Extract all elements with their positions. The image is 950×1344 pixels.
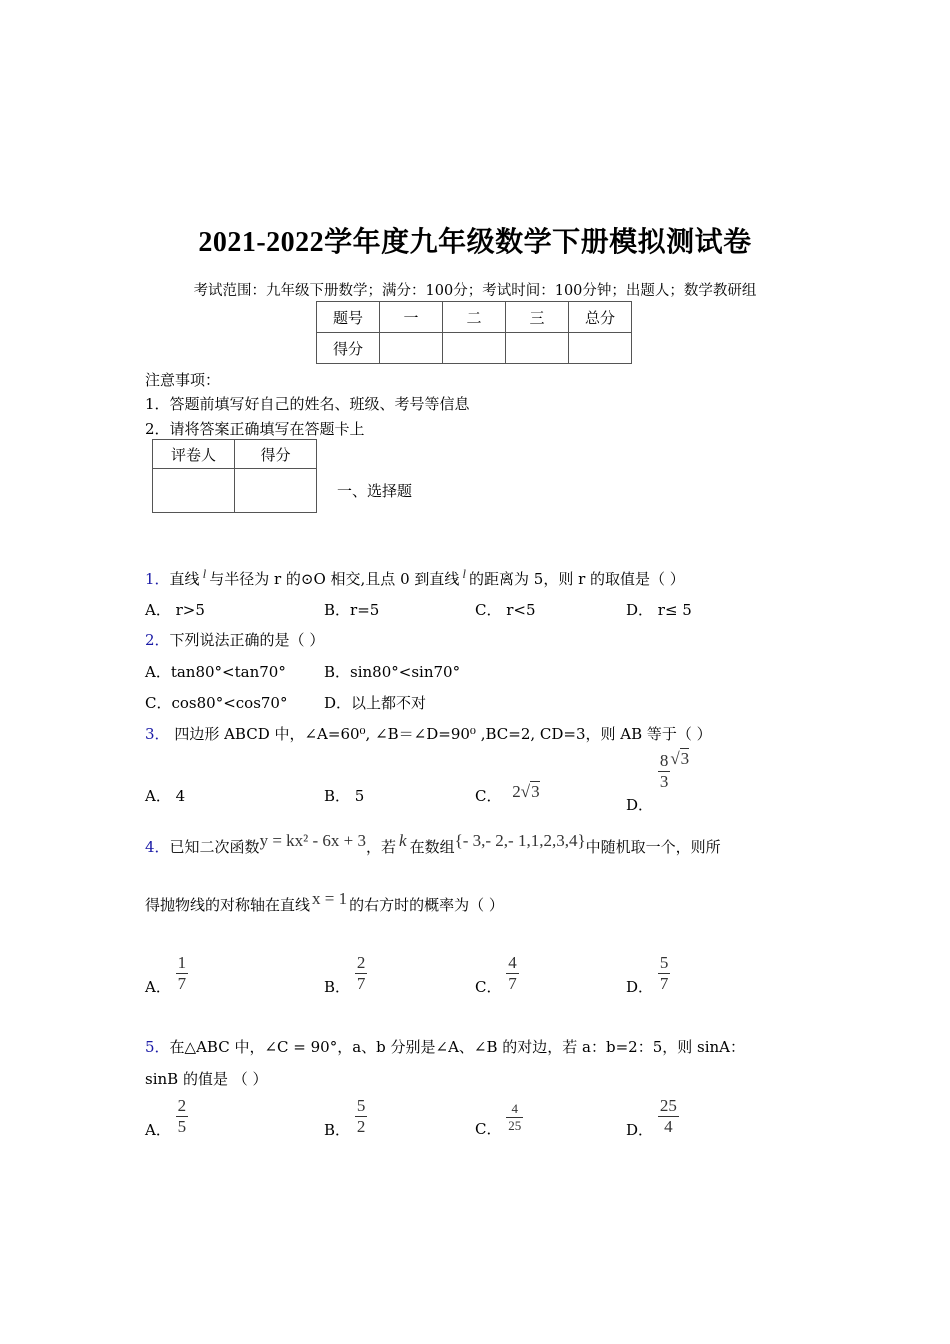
score-header-cell: 三 — [506, 302, 569, 333]
math-symbol: l — [202, 566, 207, 581]
option-c[interactable] — [475, 782, 540, 806]
exam-info: 考试范围：九年级下册数学；满分：100分；考试时间：100分钟；出题人；数学教研组 — [193, 283, 757, 299]
option-a[interactable]: A．tan80°<tan70° — [145, 663, 286, 681]
score-header-cell: 一 — [380, 302, 443, 333]
grader-cell[interactable] — [153, 469, 235, 513]
grader-header-cell: 评卷人 — [153, 440, 235, 469]
math-symbol: l — [462, 566, 467, 581]
score-row-label: 得分 — [317, 333, 380, 364]
score-cell[interactable] — [380, 333, 443, 364]
option-label: C． — [475, 787, 502, 805]
option-a[interactable]: A． 4 — [145, 787, 186, 805]
notice-item: 2．请将答案正确填写在答题卡上 — [145, 420, 365, 438]
numerator: 4 — [508, 953, 517, 972]
denominator: 5 — [177, 1117, 187, 1136]
question-4 — [145, 831, 721, 857]
option-label: D． — [626, 795, 654, 814]
question-text: 与半径为 r 的⊙O 相交,且点 0 到直线 — [209, 570, 460, 588]
numerator: 1 — [177, 953, 187, 972]
score-cell[interactable] — [569, 333, 632, 364]
question-text: 直线 — [169, 570, 200, 588]
number-set: {- 3,- 2,- 1,1,2,3,4} — [454, 831, 586, 850]
question-text: 在数组 — [409, 838, 455, 856]
option-d[interactable] — [626, 1096, 679, 1137]
denominator: 7 — [659, 974, 669, 993]
question-text: 的右方时的概率为（ ） — [349, 896, 504, 914]
numerator: 5 — [659, 953, 669, 972]
question-2 — [145, 629, 324, 650]
page-title: 2021-2022学年度九年级数学下册模拟测试卷 — [198, 227, 752, 258]
denominator: 3 — [659, 772, 669, 791]
grader-table-header-row — [153, 440, 317, 469]
question-text: 在△ABC 中，∠C = 90°，a、b 分别是∠A、∠B 的对边，若 a：b=2：5，则 sinA： — [169, 1038, 745, 1056]
fraction — [506, 1101, 523, 1134]
option-c[interactable]: C． r<5 — [475, 601, 536, 619]
question-text: 中随机取一个，则所 — [585, 838, 721, 856]
option-label: C． — [475, 1119, 502, 1138]
option-b[interactable]: B．sin80°<sin70° — [324, 663, 461, 681]
option-b[interactable]: B．r=5 — [324, 601, 380, 619]
question-text: 得抛物线的对称轴在直线 — [145, 896, 311, 914]
option-a[interactable] — [145, 953, 188, 994]
option-d[interactable]: D． r≤ 5 — [626, 601, 692, 619]
score-table — [316, 301, 632, 364]
numerator: 25 — [659, 1096, 677, 1115]
score-cell[interactable] — [443, 333, 506, 364]
line-equation: x = 1 — [312, 889, 348, 908]
fraction — [355, 1096, 368, 1137]
option-label: A． — [145, 977, 171, 996]
numerator: 8 — [659, 751, 669, 770]
question-number: 2． — [145, 631, 170, 649]
question-5 — [145, 1036, 745, 1057]
option-d[interactable] — [626, 748, 690, 814]
fraction — [658, 751, 671, 792]
score-header-cell: 题号 — [317, 302, 380, 333]
grader-cell[interactable] — [235, 469, 317, 513]
coefficient: 2 — [512, 782, 521, 801]
option-label: A． — [145, 1120, 171, 1139]
question-text: 下列说法正确的是（ ） — [169, 631, 325, 649]
fraction — [355, 953, 368, 994]
option-d[interactable]: D．以上都不对 — [324, 694, 427, 712]
grader-table-row — [153, 469, 317, 513]
notice-heading: 注意事项： — [145, 371, 221, 389]
score-header-cell: 二 — [443, 302, 506, 333]
option-label: B． — [324, 1120, 351, 1139]
grader-table — [152, 439, 317, 513]
question-1 — [145, 568, 685, 589]
score-table-header-row — [317, 302, 632, 333]
option-label: C． — [475, 977, 502, 996]
function-expression: y = kx² - 6x + 3 — [259, 831, 366, 850]
fraction — [658, 953, 671, 994]
radicand: 3 — [531, 782, 540, 801]
radicand: 3 — [680, 748, 690, 768]
score-table-row — [317, 333, 632, 364]
numerator: 4 — [511, 1101, 519, 1116]
denominator: 4 — [658, 1116, 679, 1137]
question-3 — [145, 723, 712, 744]
numerator: 5 — [356, 1096, 366, 1115]
denominator: 25 — [508, 1118, 522, 1133]
notice-item: 1．答题前填写好自己的姓名、班级、考号等信息 — [145, 395, 470, 413]
denominator: 7 — [508, 974, 517, 993]
question-number: 3． — [145, 725, 170, 743]
fraction — [658, 1096, 679, 1137]
question-number: 4． — [145, 838, 170, 856]
question-text: ，若 — [366, 838, 397, 856]
radical-expression: 2√3 — [512, 782, 540, 801]
option-b[interactable] — [324, 1096, 367, 1137]
option-b[interactable] — [324, 953, 367, 994]
score-cell[interactable] — [506, 333, 569, 364]
score-header-cell: 总分 — [569, 302, 632, 333]
question-5-line-2: sinB 的值是 （ ） — [145, 1070, 268, 1088]
question-text: 四边形 ABCD 中，∠A=60⁰, ∠B＝∠D=90⁰ ,BC=2, CD=3，则 AB 等于（ ） — [169, 725, 712, 743]
question-number: 5． — [145, 1038, 170, 1056]
grader-header-cell: 得分 — [235, 440, 317, 469]
option-d[interactable] — [626, 953, 670, 994]
option-c[interactable]: C．cos80°<cos70° — [145, 694, 288, 712]
denominator: 2 — [356, 1117, 366, 1136]
option-c[interactable] — [475, 1101, 523, 1138]
option-label: D． — [626, 977, 654, 996]
fraction — [506, 953, 519, 994]
section-heading: 一、选择题 — [337, 482, 413, 500]
question-text: 已知二次函数 — [169, 838, 260, 856]
option-label: D． — [626, 1120, 654, 1139]
option-a[interactable]: A． r>5 — [145, 601, 205, 619]
math-symbol: k — [399, 831, 407, 850]
fraction — [176, 1096, 189, 1137]
denominator: 7 — [356, 974, 366, 993]
numerator: 2 — [177, 1096, 187, 1115]
question-text: 的距离为 5，则 r 的取值是（ ） — [469, 570, 685, 588]
fraction — [176, 953, 189, 994]
numerator: 2 — [356, 953, 366, 972]
question-number: 1． — [145, 570, 170, 588]
option-a[interactable] — [145, 1096, 188, 1137]
option-label: B． — [324, 977, 351, 996]
option-b[interactable]: B． 5 — [324, 787, 365, 805]
question-4-line-2 — [145, 889, 504, 915]
radical-expression: √3 — [670, 748, 690, 768]
denominator: 7 — [177, 974, 187, 993]
option-c[interactable] — [475, 953, 519, 994]
